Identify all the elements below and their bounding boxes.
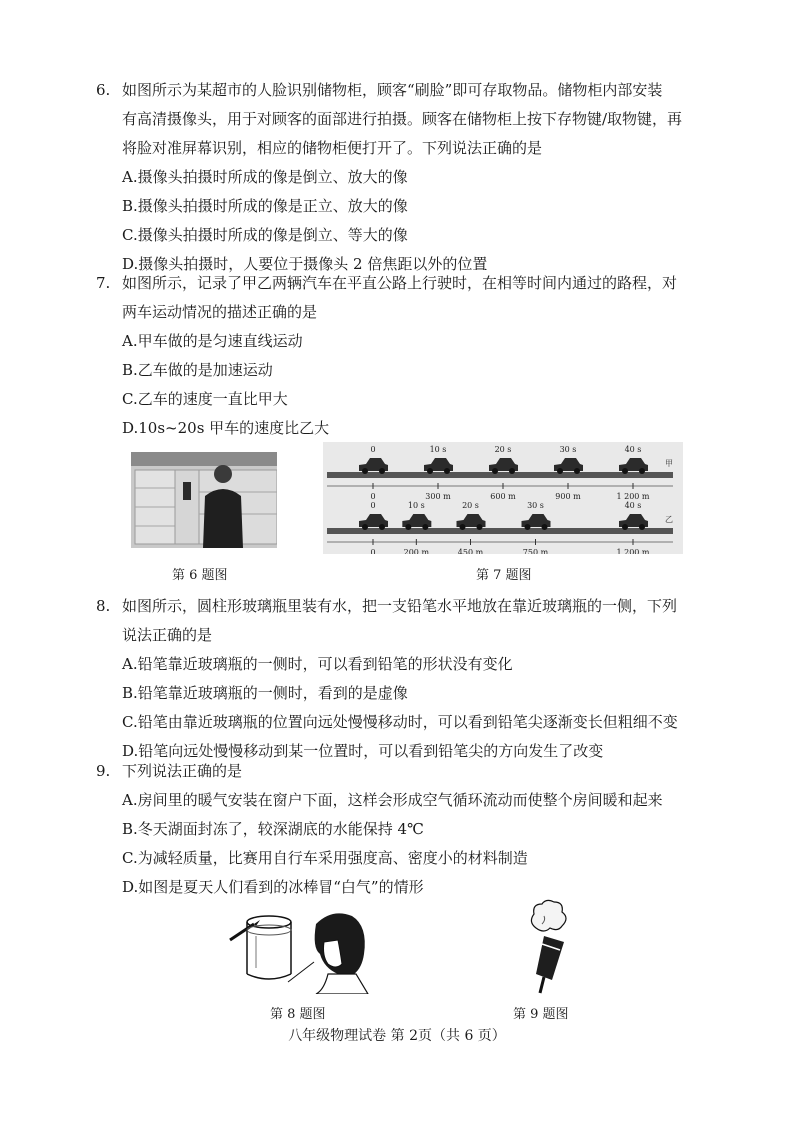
- jia-time-label: 10 s: [429, 445, 447, 454]
- question-number: 8.: [96, 597, 111, 615]
- question-8: [96, 592, 736, 766]
- glass-bottle-pencil-illustration: [228, 904, 378, 994]
- option-a: A.铅笔靠近玻璃瓶的一侧时，可以看到铅笔的形状没有变化: [122, 655, 513, 673]
- figure-8-illustration: [228, 904, 378, 994]
- question-text-line: 说法正确的是: [122, 626, 213, 644]
- question-text-line: 如图所示为某超市的人脸识别储物柜，顾客“刷脸”即可存取物品。储物柜内部安装: [122, 81, 663, 99]
- jia-distance-label: 1 200 m: [616, 492, 650, 501]
- option-c: C.摄像头拍摄时所成的像是倒立、等大的像: [122, 226, 408, 244]
- question-number: 7.: [96, 274, 111, 292]
- locker-photo-illustration: [131, 452, 277, 548]
- option-d: D.如图是夏天人们看到的冰棒冒“白气”的情形: [122, 878, 424, 896]
- question-text-line: 如图所示，圆柱形玻璃瓶里装有水，把一支铅笔水平地放在靠近玻璃瓶的一侧，下列: [122, 597, 678, 615]
- yi-time-label: 0: [370, 501, 376, 510]
- question-text-line: 如图所示，记录了甲乙两辆汽车在平直公路上行驶时，在相等时间内通过的路程，对: [122, 274, 678, 292]
- figure-6-photo: [131, 452, 277, 548]
- option-c: C.乙车的速度一直比甲大: [122, 390, 288, 408]
- jia-time-label: 40 s: [624, 445, 642, 454]
- figure-7-caption: 第 7 题图: [476, 568, 532, 583]
- yi-time-label: 10 s: [407, 501, 425, 510]
- question-text-line: 有高清摄像头，用于对顾客的面部进行拍摄。顾客在储物柜上按下存物键/取物键，再: [122, 110, 683, 128]
- popsicle-vapor-illustration: [522, 898, 572, 994]
- question-number: 6.: [96, 81, 111, 99]
- yi-time-label: 20 s: [462, 501, 479, 510]
- question-text-line: 将脸对准屏幕识别，相应的储物柜便打开了。下列说法正确的是: [122, 139, 543, 157]
- page-footer: 八年级物理试卷 第 2页（共 6 页）: [288, 1028, 506, 1044]
- yi-time-label: 30 s: [527, 501, 544, 510]
- jia-distance-label: 0: [370, 492, 376, 501]
- option-b: B.摄像头拍摄时所成的像是正立、放大的像: [122, 197, 408, 215]
- option-a: A.房间里的暖气安装在窗户下面，这样会形成空气循环流动而使整个房间暖和起来: [122, 791, 663, 809]
- yi-distance-label: 0: [370, 548, 376, 554]
- figure-9-caption: 第 9 题图: [513, 1007, 569, 1022]
- jia-distance-label: 300 m: [425, 492, 451, 501]
- option-a: A.甲车做的是匀速直线运动: [122, 332, 303, 350]
- jia-distance-label: 600 m: [490, 492, 516, 501]
- jia-side-label: 甲: [665, 459, 673, 468]
- figure-6-caption: 第 6 题图: [172, 568, 228, 583]
- option-b: B.铅笔靠近玻璃瓶的一侧时，看到的是虚像: [122, 684, 408, 702]
- yi-road: [327, 528, 673, 534]
- option-b: B.冬天湖面封冻了，较深湖底的水能保持 4℃: [122, 820, 424, 838]
- option-d: D.摄像头拍摄时，人要位于摄像头 2 倍焦距以外的位置: [122, 255, 488, 273]
- jia-distance-label: 900 m: [555, 492, 581, 501]
- question-text-line: 两车运动情况的描述正确的是: [122, 303, 318, 321]
- option-d: D.10s~20s 甲车的速度比乙大: [122, 419, 330, 437]
- yi-time-label: 40 s: [624, 501, 642, 510]
- question-text-line: 下列说法正确的是: [122, 762, 243, 780]
- figure-8-caption: 第 8 题图: [270, 1007, 326, 1022]
- option-b: B.乙车做的是加速运动: [122, 361, 273, 379]
- yi-distance-label: 1 200 m: [616, 548, 650, 554]
- option-d: D.铅笔向远处慢慢移动到某一位置时，可以看到铅笔尖的方向发生了改变: [122, 742, 604, 760]
- yi-side-label: 乙: [665, 515, 673, 524]
- question-7: [96, 269, 736, 443]
- figure-7-cars-chart: [323, 442, 683, 554]
- cars-distance-chart: [323, 442, 683, 554]
- option-c: C.铅笔由靠近玻璃瓶的位置向远处慢慢移动时，可以看到铅笔尖逐渐变长但粗细不变: [122, 713, 678, 731]
- question-9: [96, 757, 736, 902]
- jia-time-label: 0: [370, 445, 376, 454]
- jia-time-label: 30 s: [559, 445, 577, 454]
- jia-road: [327, 472, 673, 478]
- option-a: A.摄像头拍摄时所成的像是倒立、放大的像: [122, 168, 408, 186]
- option-c: C.为减轻质量，比赛用自行车采用强度高、密度小的材料制造: [122, 849, 528, 867]
- yi-distance-label: 750 m: [522, 548, 549, 554]
- question-number: 9.: [96, 762, 111, 780]
- jia-time-label: 20 s: [494, 445, 512, 454]
- yi-distance-label: 450 m: [457, 548, 484, 554]
- yi-distance-label: 200 m: [403, 548, 430, 554]
- figure-9-illustration: [522, 898, 572, 994]
- question-6: [96, 76, 736, 279]
